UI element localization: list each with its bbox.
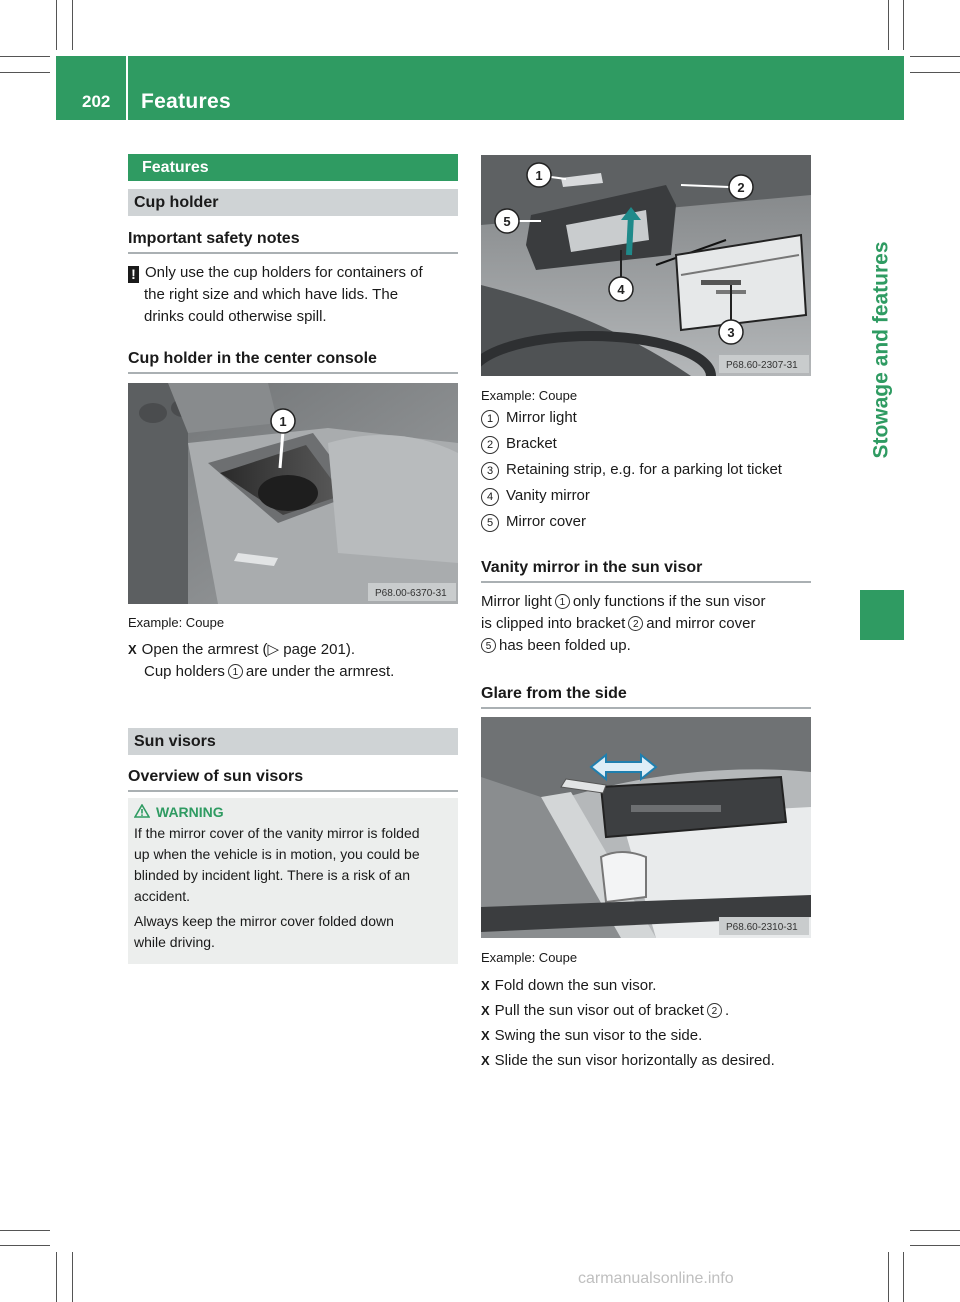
header-divider [126, 56, 128, 120]
side-tab-marker [860, 590, 904, 640]
vanity-text-1a: Mirror light [481, 593, 552, 610]
callout-icon-1: 1 [228, 664, 243, 679]
crop-mark [910, 1230, 960, 1231]
glare-step-3: Swing the sun visor to the side. [494, 1027, 703, 1044]
crop-mark [56, 1252, 57, 1302]
warning-line-4: accident. [134, 888, 191, 904]
console-step-text-b: are under the armrest. [245, 663, 395, 680]
page-number: 202 [82, 92, 111, 111]
crop-mark [903, 0, 904, 50]
crop-mark [72, 0, 73, 50]
step-marker: X [481, 1003, 490, 1018]
warning-extra-2: while driving. [134, 934, 215, 950]
image-code: P68.60-2310-31 [726, 922, 798, 933]
glare-image [481, 717, 811, 938]
crop-mark [910, 56, 960, 57]
legend-text: Mirror cover [506, 513, 587, 530]
legend-text: Mirror light [506, 409, 577, 426]
glare-step-1: Fold down the sun visor. [494, 977, 657, 994]
sun-visor-illustration [481, 155, 811, 376]
console-step-line-1: Open the armrest (▷ page 201). [141, 641, 355, 658]
vanity-text-1b: only functions if the sun visor [572, 593, 766, 610]
heading-safety-notes: Important safety notes [128, 230, 458, 254]
legend-text: Bracket [506, 435, 557, 452]
glare-caption: Example: Coupe [481, 950, 578, 965]
crop-mark [56, 0, 57, 50]
legend-number: 2 [481, 436, 499, 454]
legend-number: 3 [481, 462, 499, 480]
warning-header [134, 804, 454, 820]
legend-text: Retaining strip, e.g. for a parking lot ticket [506, 461, 782, 478]
callout-1: 1 [279, 414, 287, 429]
subsection-bar-sun-visors: Sun visors [128, 728, 458, 755]
console-caption: Example: Coupe [128, 615, 225, 630]
warning-triangle-icon [134, 804, 150, 818]
warning-line-3: blinded by incident light. There is a risk of an [134, 867, 411, 883]
crop-mark [903, 1252, 904, 1302]
callout-2: 2 [737, 180, 745, 195]
legend-number: 1 [481, 410, 499, 428]
crop-mark [72, 1252, 73, 1302]
warning-content [134, 804, 454, 953]
legend-item [481, 461, 782, 480]
visor-caption: Example: Coupe [481, 388, 578, 403]
safety-note [128, 262, 462, 328]
legend-item [481, 409, 577, 428]
console-step [128, 639, 462, 683]
sun-visor-image [481, 155, 811, 376]
vanity-text-3b: has been folded up. [499, 637, 631, 654]
glare-step-2-end: . [724, 1002, 730, 1019]
callout-icon-2: 2 [628, 616, 643, 631]
vanity-paragraph [481, 591, 821, 657]
exclamation-icon: ! [128, 266, 139, 283]
callout-1: 1 [535, 168, 543, 183]
crop-mark [0, 1230, 50, 1231]
glare-illustration [481, 717, 811, 938]
heading-glare-side: Glare from the side [481, 685, 811, 709]
step-marker: X [481, 1028, 490, 1043]
step-marker: X [128, 642, 137, 657]
glare-step-2: Pull the sun visor out of bracket [494, 1002, 704, 1019]
crop-mark [910, 72, 960, 73]
legend-text: Vanity mirror [506, 487, 590, 504]
section-bar-features: Features [128, 154, 458, 181]
step-marker: X [481, 978, 490, 993]
warning-text [134, 823, 454, 953]
callout-4: 4 [617, 282, 625, 297]
warning-extra-1: Always keep the mirror cover folded down [134, 913, 394, 929]
header-title: Features [141, 90, 231, 113]
step-marker: X [481, 1053, 490, 1068]
callout-3: 3 [727, 325, 735, 340]
callout-icon-1: 1 [555, 594, 570, 609]
crop-mark [0, 56, 50, 57]
safety-line-1: Only use the cup holders for containers of [145, 264, 423, 281]
crop-mark [0, 72, 50, 73]
console-step-text-a: Cup holders [144, 663, 225, 680]
crop-mark [888, 1252, 889, 1302]
image-code: P68.60-2307-31 [726, 360, 798, 371]
heading-center-console: Cup holder in the center console [128, 350, 458, 374]
watermark: carmanualsonline.info [578, 1270, 734, 1287]
side-tab [860, 120, 904, 580]
warning-line-2: up when the vehicle is in motion, you could be [134, 846, 420, 862]
legend-item [481, 435, 557, 454]
glare-steps [481, 975, 821, 1072]
safety-line-2: the right size and which have lids. The [144, 286, 399, 303]
heading-overview-sun-visors: Overview of sun visors [128, 768, 458, 792]
image-code: P68.00-6370-31 [375, 588, 447, 599]
legend-item [481, 487, 590, 506]
warning-line-1: If the mirror cover of the vanity mirror is folded [134, 825, 420, 841]
safety-line-3: drinks could otherwise spill. [144, 308, 327, 325]
cup-holder-illustration [128, 383, 458, 604]
legend-number: 4 [481, 488, 499, 506]
callout-icon-2: 2 [707, 1003, 722, 1018]
crop-mark [888, 0, 889, 50]
callout-5: 5 [503, 214, 511, 229]
legend-item [481, 513, 586, 532]
side-tab-label: Stowage and features [870, 241, 893, 459]
vanity-text-2a: is clipped into bracket [481, 615, 626, 632]
subsection-bar-cup-holder: Cup holder [128, 189, 458, 216]
cup-holder-image [128, 383, 458, 604]
warning-label: WARNING [156, 804, 224, 820]
crop-mark [0, 1245, 50, 1246]
crop-mark [910, 1245, 960, 1246]
callout-icon-5: 5 [481, 638, 496, 653]
vanity-text-2b: and mirror cover [646, 615, 756, 632]
glare-step-4: Slide the sun visor horizontally as desired. [494, 1052, 775, 1069]
legend-number: 5 [481, 514, 499, 532]
heading-vanity-mirror: Vanity mirror in the sun visor [481, 559, 811, 583]
